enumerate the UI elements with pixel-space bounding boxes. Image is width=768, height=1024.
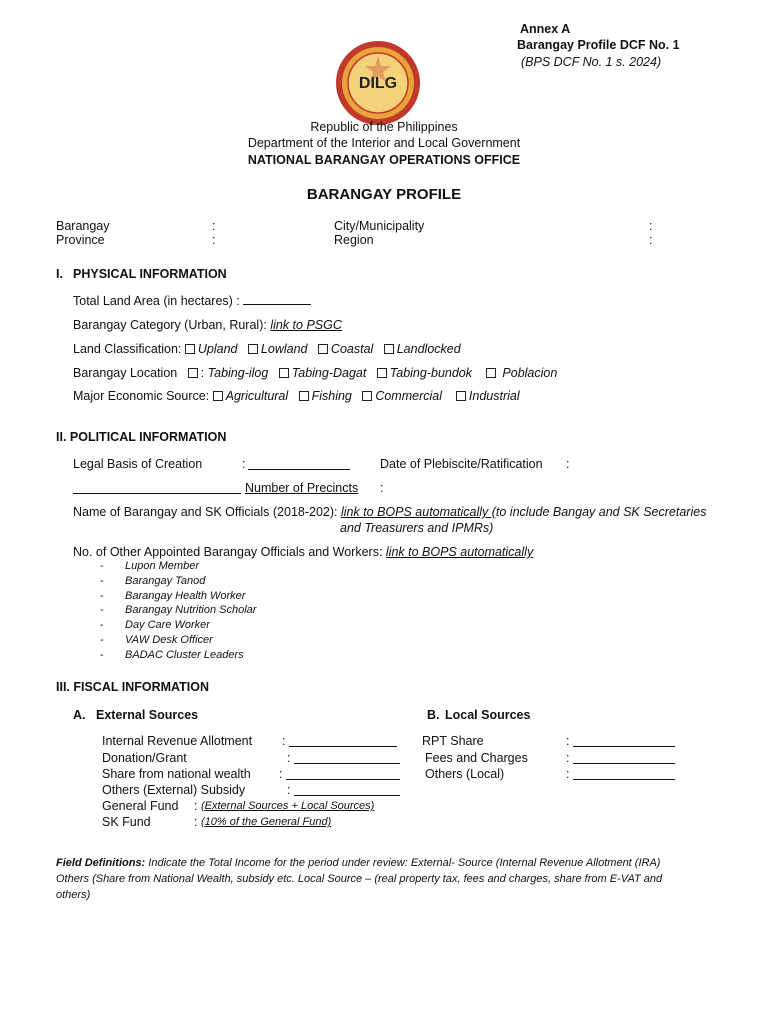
lowland-option: Lowland	[260, 342, 308, 356]
legal-basis-blank[interactable]	[248, 460, 350, 470]
land-area-blank[interactable]	[243, 295, 311, 305]
lowland-checkbox[interactable]	[248, 344, 258, 354]
legal-basis-colon: :	[242, 457, 246, 471]
officials-label: Name of Barangay and SK Officials (2018-202):	[73, 505, 341, 519]
region-colon: :	[649, 233, 653, 247]
barangay-label: Barangay	[56, 219, 110, 233]
others-local-blank[interactable]	[573, 770, 675, 780]
national-wealth-blank[interactable]	[286, 770, 400, 780]
list-item: - Day Care Worker	[100, 619, 210, 632]
location-label: Barangay Location	[73, 366, 181, 380]
precincts-label: Number of Precincts	[245, 481, 359, 495]
rpt-share-colon: :	[566, 734, 570, 748]
location-checkbox[interactable]	[188, 368, 198, 378]
city-label: City/Municipality	[334, 219, 425, 233]
general-fund-colon: :	[194, 799, 198, 813]
category-label: Barangay Category (Urban, Rural):	[73, 318, 271, 332]
agricultural-checkbox[interactable]	[213, 391, 223, 401]
precincts-colon: :	[380, 481, 384, 495]
fees-label: Fees and Charges	[425, 751, 528, 765]
others-local-label: Others (Local)	[425, 767, 505, 781]
list-item: - BADAC Cluster Leaders	[100, 648, 244, 661]
province-label: Province	[56, 233, 105, 247]
subsidy-label: Others (External) Subsidy	[102, 783, 246, 797]
location-colon: :	[200, 366, 208, 380]
province-colon: :	[212, 233, 216, 247]
form-title: Barangay Profile DCF No. 1	[517, 38, 680, 52]
landlocked-option: Landlocked	[396, 342, 461, 356]
ira-blank[interactable]	[289, 737, 397, 747]
general-fund-label: General Fund	[102, 799, 179, 813]
list-item: - Barangay Nutrition Scholar	[100, 604, 257, 617]
land-class-row	[73, 342, 461, 356]
donation-colon: :	[287, 751, 291, 765]
landlocked-checkbox[interactable]	[384, 344, 394, 354]
industrial-checkbox[interactable]	[456, 391, 466, 401]
subsidy-blank[interactable]	[294, 786, 400, 796]
rpt-share-blank[interactable]	[573, 737, 675, 747]
tabing-dagat-checkbox[interactable]	[279, 368, 289, 378]
rpt-share-label: RPT Share	[422, 734, 484, 748]
tabing-dagat-option: Tabing-Dagat	[291, 366, 367, 380]
field-definitions-line3: others)	[56, 889, 91, 901]
officials-note-line1: to include Bangay and SK Secretaries	[495, 505, 707, 519]
region-label: Region	[334, 233, 374, 247]
plebiscite-blank[interactable]	[73, 484, 241, 494]
list-item: - VAW Desk Officer	[100, 633, 213, 646]
subsidy-colon: :	[287, 783, 291, 797]
local-heading-number: B.	[427, 708, 440, 722]
field-definitions-text1: Indicate the Total Income for the period under review: External- Source (Internal Revenue Allotment (IRA)	[145, 857, 661, 869]
national-wealth-colon: :	[279, 767, 283, 781]
donation-label: Donation/Grant	[102, 751, 187, 765]
external-heading: External Sources	[96, 708, 199, 722]
list-item: - Barangay Tanod	[100, 574, 206, 587]
physical-heading-number: I.	[56, 267, 63, 281]
appointed-link[interactable]: link to BOPS automatically	[385, 545, 534, 559]
barangay-colon: :	[212, 219, 216, 233]
field-definitions-line1	[56, 857, 660, 869]
economic-row	[73, 389, 520, 403]
commercial-checkbox[interactable]	[362, 391, 372, 401]
field-definitions-label: Field Definitions:	[56, 857, 146, 869]
form-reference: (BPS DCF No. 1 s. 2024)	[521, 55, 662, 69]
political-heading: II. POLITICAL INFORMATION	[56, 430, 227, 444]
local-heading: Local Sources	[445, 708, 531, 722]
plebiscite-label: Date of Plebiscite/Ratification	[380, 457, 543, 471]
ira-label: Internal Revenue Allotment	[102, 734, 253, 748]
fiscal-heading: III. FISCAL INFORMATION	[56, 680, 210, 694]
office-label: NATIONAL BARANGAY OPERATIONS OFFICE	[247, 153, 521, 167]
upland-checkbox[interactable]	[185, 344, 195, 354]
logo-text: DILG	[358, 75, 398, 92]
donation-blank[interactable]	[294, 754, 400, 764]
sk-fund-label: SK Fund	[102, 815, 151, 829]
national-wealth-label: Share from national wealth	[102, 767, 251, 781]
list-item: - Lupon Member	[100, 560, 199, 572]
location-row	[73, 366, 557, 380]
appointed-row	[73, 545, 533, 559]
upland-option: Upland	[197, 342, 238, 356]
poblacion-option: Poblacion	[502, 366, 558, 380]
workers-list	[100, 560, 256, 664]
list-item: - Barangay Health Worker	[100, 589, 246, 602]
annex-label: Annex A	[520, 22, 571, 36]
tabing-bundok-option: Tabing-bundok	[389, 366, 473, 380]
category-link[interactable]: link to PSGC	[270, 318, 342, 332]
industrial-option: Industrial	[468, 389, 520, 403]
ira-colon: :	[282, 734, 286, 748]
external-heading-number: A.	[73, 708, 86, 722]
sk-fund-note: (10% of the General Fund)	[201, 816, 332, 828]
land-area-label: Total Land Area (in hectares) :	[73, 294, 244, 308]
land-area-row	[73, 294, 311, 308]
plebiscite-colon: :	[566, 457, 570, 471]
fishing-option: Fishing	[311, 389, 352, 403]
coastal-checkbox[interactable]	[318, 344, 328, 354]
agricultural-option: Agricultural	[225, 389, 289, 403]
commercial-option: Commercial	[375, 389, 442, 403]
economic-label: Major Economic Source:	[73, 389, 213, 403]
others-local-colon: :	[566, 767, 570, 781]
city-colon: :	[649, 219, 653, 233]
tabing-bundok-checkbox[interactable]	[377, 368, 387, 378]
fees-colon: :	[566, 751, 570, 765]
poblacion-checkbox[interactable]	[486, 368, 496, 378]
officials-row	[73, 505, 706, 519]
officials-note-line2: and Treasurers and IPMRs)	[340, 521, 494, 535]
general-fund-note: (External Sources + Local Sources)	[201, 800, 375, 812]
fishing-checkbox[interactable]	[299, 391, 309, 401]
appointed-label: No. of Other Appointed Barangay Officials and Workers:	[73, 545, 386, 559]
officials-link[interactable]: link to BOPS automatically (	[340, 505, 496, 519]
land-class-label: Land Classification:	[73, 342, 185, 356]
field-definitions-line2: Others (Share from National Wealth, subsidy etc. Local Source – (real property tax, fees and charges, share from E-VAT and	[56, 873, 663, 885]
sk-fund-colon: :	[194, 815, 198, 829]
coastal-option: Coastal	[330, 342, 374, 356]
legal-basis-label: Legal Basis of Creation	[73, 457, 203, 471]
dilg-logo	[335, 40, 421, 126]
page-title: BARANGAY PROFILE	[306, 186, 462, 203]
republic-label: Republic of the Philippines	[310, 120, 458, 134]
department-label: Department of the Interior and Local Government	[247, 136, 521, 150]
fees-blank[interactable]	[573, 754, 675, 764]
category-row	[73, 318, 342, 332]
physical-heading: PHYSICAL INFORMATION	[73, 267, 227, 281]
tabing-ilog-option: Tabing-ilog	[207, 366, 269, 380]
